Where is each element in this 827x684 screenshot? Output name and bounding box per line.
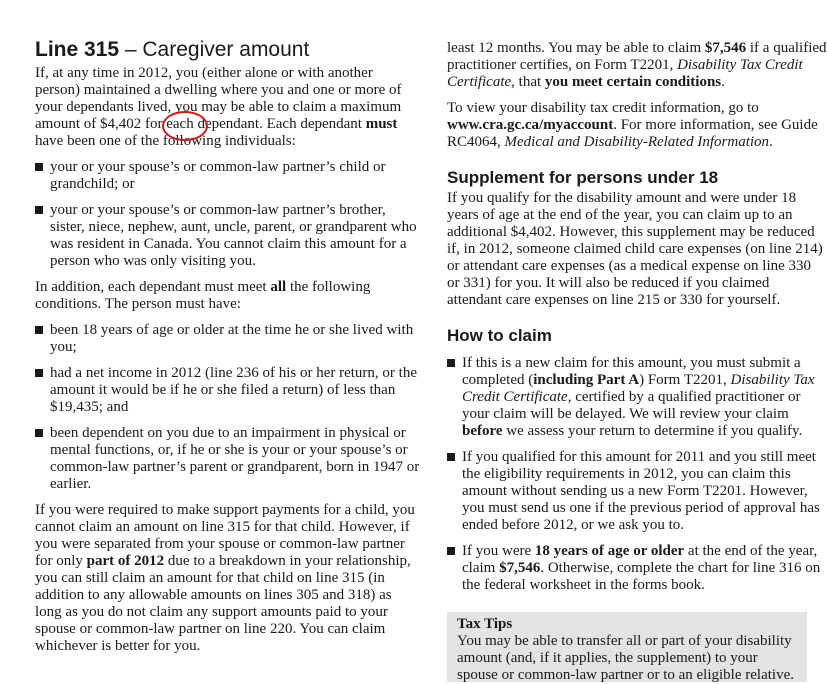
right-column bbox=[447, 0, 827, 594]
bullet-square-icon bbox=[35, 369, 43, 377]
list-item: been dependent on you due to an impairment in physical or mental functions, or, if he or she is your or your spouse’s or common-law partner’s parent or grandparent, born in 1947 or earlier. bbox=[35, 425, 420, 493]
red-circle-annotation bbox=[162, 111, 208, 141]
bullet-square-icon bbox=[447, 359, 455, 367]
tax-tips-title: Tax Tips bbox=[457, 616, 513, 632]
list-item: If this is a new claim for this amount, you must submit a completed (including Part A) Form T2201, Disability Tax Credit Certificate, certified by a qualified practitioner or your claim will be delayed. We will review your claim before we assess your return to determine if you qualify. bbox=[447, 355, 827, 440]
list-item: had a net income in 2012 (line 236 of his or her return, or the amount it would be if he or she filed a return) of less than $19,435; and bbox=[35, 365, 420, 416]
left-column bbox=[35, 0, 420, 655]
bullet-square-icon bbox=[447, 547, 455, 555]
list-item: your or your spouse’s or common-law partner’s child or grandchild; or bbox=[35, 159, 420, 193]
list-item: been 18 years of age or older at the time he or she lived with you; bbox=[35, 322, 420, 356]
list-item: your or your spouse’s or common-law partner’s brother, sister, niece, nephew, aunt, uncle, parent, or grandparent who was resident in Canada. You cannot claim this amount for a person who was only visiting you. bbox=[35, 202, 420, 270]
tax-tips-text: You may be able to transfer all or part of your disability amount (and, if it applies, the supplement) to your spouse or common-law partner or to an eligible relative. bbox=[457, 633, 794, 683]
how-to-claim-heading: How to claim bbox=[447, 326, 552, 345]
supplement-paragraph: If you qualify for the disability amount and were under 18 years of age at the end of the year, you can claim up to an additional $4,402. However, this supplement may be reduced if, in 2012, someone claimed child care expenses (on line 214) or attendant care expenses (as a medical expense on line 330 or 331) for you. It will also be reduced if you claimed attendant care expenses on line 215 or 330 for yourself. bbox=[447, 190, 823, 308]
intro-paragraph: If, at any time in 2012, you (either alone or with another person) maintained a dwelling where you and one or more of your dependants lived, you may be able to claim a maximum amount of $4,402 for each dependant. Each dependant must have been one of the following individuals: bbox=[35, 65, 402, 149]
tax-tips-box bbox=[447, 612, 807, 682]
section-title: Line 315 – Caregiver amount bbox=[35, 38, 310, 61]
continued-paragraph: least 12 months. You may be able to claim $7,546 if a qualified practitioner certifies, on Form T2201, Disability Tax Credit Certificate, that you meet certain conditions. bbox=[447, 40, 827, 90]
view-info-paragraph: To view your disability tax credit information, go to www.cra.gc.ca/myaccount. For more information, see Guide RC4064, Medical and Disability-Related Information. bbox=[447, 100, 818, 150]
supplement-heading: Supplement for persons under 18 bbox=[447, 168, 719, 187]
conditions-paragraph: In addition, each dependant must meet all the following conditions. The person must have: bbox=[35, 279, 371, 312]
bullet-square-icon bbox=[35, 163, 43, 171]
myaccount-link[interactable]: www.cra.gc.ca/myaccount bbox=[447, 117, 614, 133]
bullet-square-icon bbox=[35, 429, 43, 437]
list-item: If you were 18 years of age or older at the end of the year, claim $7,546. Otherwise, complete the chart for line 316 on the federal worksheet in the forms book. bbox=[447, 543, 827, 594]
bullet-square-icon bbox=[35, 206, 43, 214]
bullet-square-icon bbox=[35, 326, 43, 334]
support-paragraph: If you were required to make support payments for a child, you cannot claim an amount on line 315 for that child. However, if you were separated from your spouse or common-law partner for only part of 2012 due to a breakdown in your relationship, you can still claim an amount for that child on line 315 (in addition to any allowable amounts on lines 305 and 318) as long as you do not claim any support amounts paid to your spouse or common-law partner on line 220. You can claim whichever is better for you. bbox=[35, 502, 415, 654]
bullet-square-icon bbox=[447, 453, 455, 461]
list-item: If you qualified for this amount for 2011 and you still meet the eligibility requirements in 2012, you can claim this amount without sending us a new Form T2201. However, you must send us one if the previous period of approval has ended before 2012, or we ask you to. bbox=[447, 449, 827, 534]
